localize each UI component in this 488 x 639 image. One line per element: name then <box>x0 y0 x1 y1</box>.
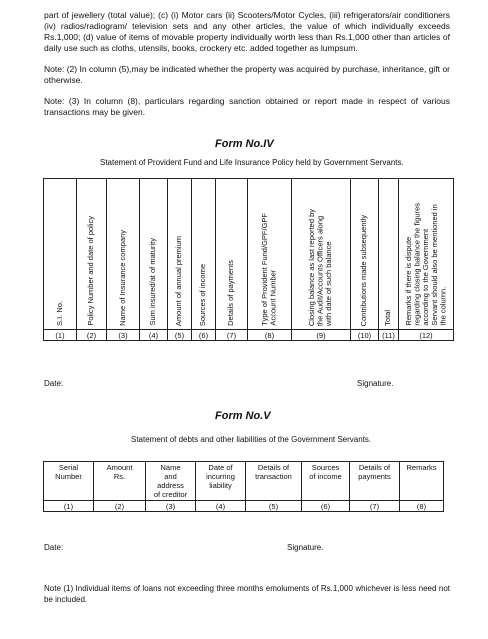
form-4-column-number-6: (6) <box>192 330 216 341</box>
form-4-column-header-label: Total <box>383 310 393 326</box>
form-4-column-header-label: Policy Number and date of policy <box>86 216 96 326</box>
form-4-column-header-label: Amount of annual premium <box>174 235 184 326</box>
form-4-column-header-label: Details of payments <box>226 260 236 326</box>
form-4-column-number-2: (2) <box>77 330 107 341</box>
footer-note: Note (1) Individual items of loans not exceeding three months emoluments of Rs.1,000 whichever is less need not be included. <box>44 584 450 604</box>
form-5-column-number-1: (1) <box>44 501 94 512</box>
form-4-column-header-label: Remarks if there is dispute regarding closing balance the figures according to the Government Servant should also be mentioned in the column. <box>403 203 447 326</box>
form-4-column-header-5 <box>168 179 192 330</box>
form-4-column-number-11: (11) <box>379 330 399 341</box>
form-4-number-row <box>44 330 454 341</box>
form-4-column-number-1: (1) <box>44 330 77 341</box>
form-4-column-header-label: S.I. No. <box>54 300 64 326</box>
form-4-column-header-label: Type of Provident Fund/GPF/GPF Account Number <box>259 213 278 326</box>
form-5-column-number-3: (3) <box>146 501 196 512</box>
form-5-header-row <box>44 462 444 501</box>
form-4-column-header-8 <box>248 179 292 330</box>
form-5-column-header-6: Sources of income <box>302 462 350 501</box>
form-4-column-header-6 <box>192 179 216 330</box>
form-4-column-header-7 <box>216 179 248 330</box>
form-4-column-number-8: (8) <box>248 330 292 341</box>
form-5-subtitle: Statement of debts and other liabilities of the Government Servants. <box>131 435 372 444</box>
form-5-column-number-7: (7) <box>350 501 400 512</box>
form-4-table <box>43 178 454 341</box>
form-5-number-row <box>44 501 444 512</box>
form-4-date-label: Date: <box>44 379 64 388</box>
form-4-column-header-label: Closing balance as last reported by the Audit/Accounts Officers along with date of such balance <box>307 208 334 326</box>
form-5-column-number-5: (5) <box>246 501 302 512</box>
form-4-column-header-label: Contributions made subsequently <box>359 214 369 326</box>
form-4-column-number-10: (10) <box>351 330 379 341</box>
form-4-column-header-label: Sum insured/at of maturity <box>148 238 158 326</box>
form-5-column-header-1: Serial Number <box>44 462 94 501</box>
form-4-column-header-2 <box>77 179 107 330</box>
form-5-date-label: Date: <box>44 543 64 552</box>
form-4-column-number-4: (4) <box>140 330 168 341</box>
form-4-column-number-3: (3) <box>107 330 140 341</box>
form-4-subtitle: Statement of Provident Fund and Life Insurance Policy held by Government Servants. <box>100 158 404 167</box>
form-4-column-header-9 <box>292 179 351 330</box>
form-5-column-header-7: Details of payments <box>350 462 400 501</box>
form-5-column-number-4: (4) <box>196 501 246 512</box>
form-5-column-header-2: Amount Rs. <box>94 462 146 501</box>
form-4-column-number-5: (5) <box>168 330 192 341</box>
form-5-column-header-8: Remarks <box>400 462 444 501</box>
note-2: Note: (2) In column (5),may be indicated whether the property was acquired by purchase, inheritance, gift or otherwise. <box>44 64 450 85</box>
form-4-title: Form No.IV <box>215 138 274 150</box>
intro-paragraph: part of jewellery (total value); (c) (i) Motor cars (ii) Scooters/Motor Cycles, (iii) refrigerators/air conditioners (iv) radios/radiogram/ television sets and any other articles, the value of which individually exceeds Rs.1,000; (d) value of items of movable property individually worth less than Rs.1,000 other than articles of daily use such as cloths, utensils, books, crockery etc. added together as lumpsum. <box>44 10 450 53</box>
form-5-signature-label: Signature. <box>287 543 324 552</box>
form-4-column-number-7: (7) <box>216 330 248 341</box>
form-5-column-number-6: (6) <box>302 501 350 512</box>
form-5-column-header-4: Date of incurring liability <box>196 462 246 501</box>
form-4-column-header-3 <box>107 179 140 330</box>
form-5-column-header-3: Name and address of creditor <box>146 462 196 501</box>
form-4-column-header-4 <box>140 179 168 330</box>
form-4-column-header-12 <box>399 179 454 330</box>
form-4-column-header-11 <box>379 179 399 330</box>
form-4-signature-label: Signature. <box>357 379 394 388</box>
form-4-header-row <box>44 179 454 330</box>
form-4-column-number-9: (9) <box>292 330 351 341</box>
form-5-title: Form No.V <box>215 410 271 422</box>
form-4-column-header-label: Name of Insurance company <box>117 230 127 326</box>
form-5-table <box>43 461 444 512</box>
form-4-column-header-1 <box>44 179 77 330</box>
form-5-column-number-2: (2) <box>94 501 146 512</box>
form-5-column-header-5: Details of transaction <box>246 462 302 501</box>
form-4-column-header-label: Sources of income <box>198 263 208 326</box>
form-4-column-number-12: (12) <box>399 330 454 341</box>
note-3: Note: (3) In column (8), particulars regarding sanction obtained or report made in respect of various transactions may be given. <box>44 96 450 117</box>
form-4-column-header-10 <box>351 179 379 330</box>
form-5-column-number-8: (8) <box>400 501 444 512</box>
